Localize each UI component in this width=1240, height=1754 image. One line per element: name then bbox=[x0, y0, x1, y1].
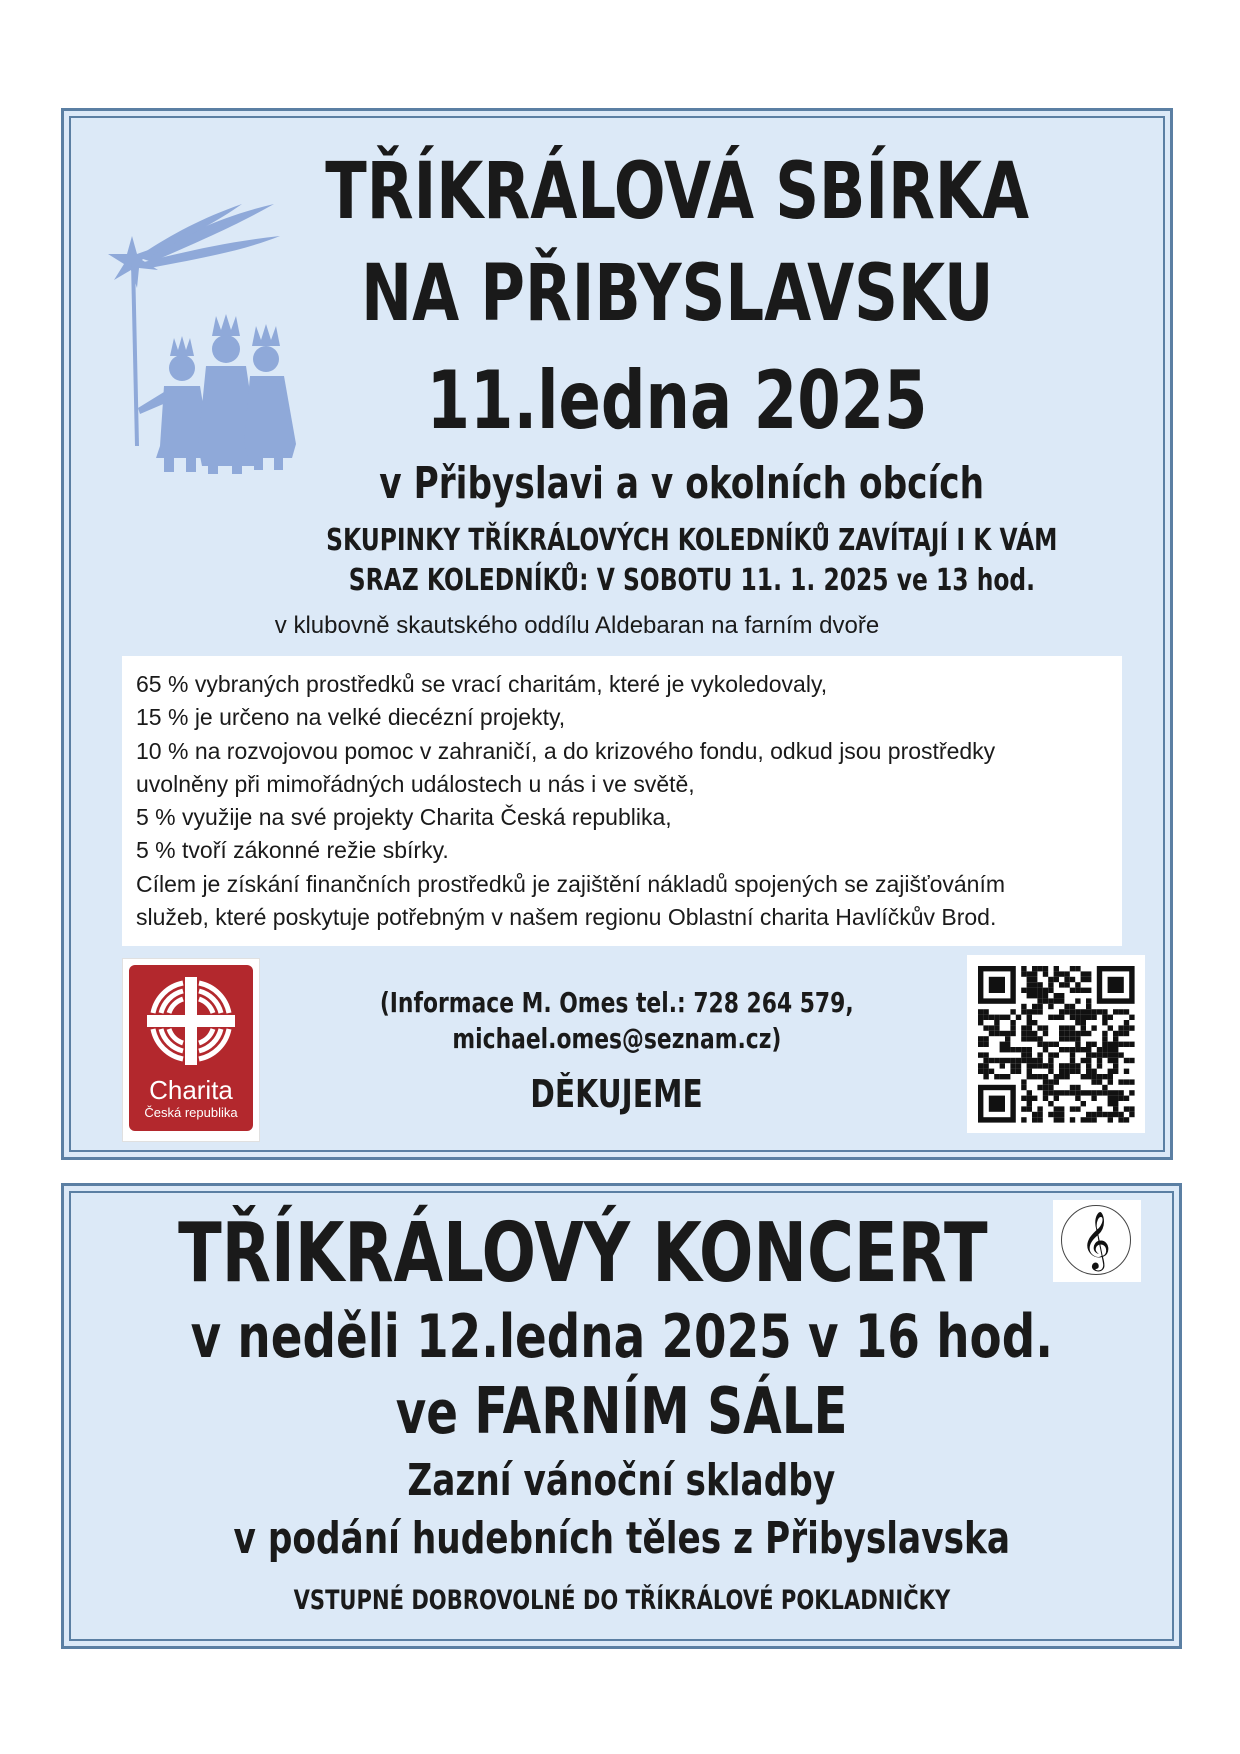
treble-clef-icon: 𝄞 bbox=[1061, 1205, 1131, 1275]
collection-panel bbox=[61, 108, 1173, 1160]
contact-info-email: michael.omes@seznam.cz) bbox=[452, 1022, 782, 1055]
info-line: služeb, které poskytuje potřebným v našem regionu Oblastní charita Havlíčkův Brod. bbox=[136, 904, 997, 931]
info-line: 65 % vybraných prostředků se vrací charitám, které je vykoledovaly, bbox=[136, 671, 828, 697]
info-line: 15 % je určeno na velké diecézní projekty, bbox=[136, 704, 566, 731]
info-line: 5 % využije na své projekty Charita Česká republika, bbox=[136, 804, 672, 831]
concert-panel bbox=[61, 1183, 1182, 1649]
funds-distribution-box bbox=[122, 656, 1122, 946]
info-line: 10 % na rozvojovou pomoc v zahraničí, a do krizového fondu, odkud jsou prostředky bbox=[136, 737, 996, 764]
carolers-meeting-time: SRAZ KOLEDNÍKŮ: V SOBOTU 11. 1. 2025 ve 13 hod. bbox=[348, 563, 1036, 598]
concert-title: TŘÍKRÁLOVÝ KONCERT bbox=[178, 1206, 988, 1301]
concert-entry-notice: VSTUPNÉ DOBROVOLNÉ DO TŘÍKRÁLOVÉ POKLADNIČKY bbox=[293, 1585, 950, 1616]
concert-venue bbox=[64, 1376, 1179, 1449]
charita-logo-name: Charita bbox=[149, 1075, 233, 1105]
concert-venue-name: FARNÍM SÁLE bbox=[474, 1375, 848, 1449]
charita-logo-subtitle: Česká republika bbox=[144, 1105, 238, 1120]
qr-code-icon bbox=[967, 955, 1145, 1133]
collection-date: 11.ledna 2025 bbox=[426, 354, 928, 447]
collection-title-line1: TŘÍKRÁLOVÁ SBÍRKA bbox=[325, 147, 1029, 237]
concert-program-line1: Zazní vánoční skladby bbox=[407, 1455, 836, 1506]
info-line: Cílem je získání finančních prostředků je zajištění nákladů spojených se zajišťováním bbox=[136, 870, 1006, 897]
carolers-meeting-place: v klubovně skautského oddílu Aldebaran na farním dvoře bbox=[274, 612, 880, 639]
contact-info-phone: (Informace M. Omes tel.: 728 264 579, bbox=[380, 986, 854, 1019]
collection-location: v Přibyslavi a v okolních obcích bbox=[379, 458, 985, 509]
concert-date: v neděli 12.ledna 2025 v 16 hod. bbox=[190, 1302, 1053, 1372]
carolers-groups-notice: SKUPINKY TŘÍKRÁLOVÝCH KOLEDNÍKŮ ZAVÍTAJÍ I K VÁM bbox=[326, 523, 1058, 558]
qr-code bbox=[967, 955, 1145, 1133]
concert-venue-prefix: ve bbox=[395, 1378, 458, 1448]
music-badge bbox=[1053, 1200, 1141, 1282]
thank-you-text: DĚKUJEME bbox=[530, 1072, 704, 1116]
collection-title-line2: NA PŘIBYSLAVSKU bbox=[360, 249, 994, 339]
info-line: uvolněny při mimořádných událostech u nás i ve světě, bbox=[136, 770, 695, 797]
concert-program-line2: v podání hudebních těles z Přibyslavska bbox=[233, 1513, 1010, 1564]
info-line: 5 % tvoří zákonné režie sbírky. bbox=[136, 837, 449, 864]
